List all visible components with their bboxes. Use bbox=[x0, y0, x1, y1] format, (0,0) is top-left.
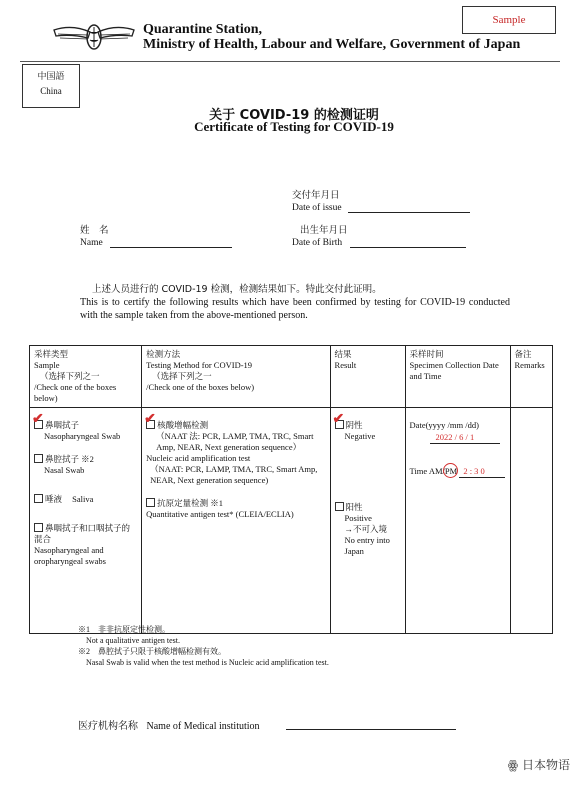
sample-stamp: Sample bbox=[462, 6, 556, 34]
date-value: 2022 / 6 / 1 bbox=[435, 432, 475, 442]
sample-en: Saliva bbox=[72, 494, 94, 504]
date-field[interactable] bbox=[430, 432, 500, 444]
method-cn: 核酸增幅检测 bbox=[157, 420, 209, 430]
org-line1: Quarantine Station, bbox=[143, 22, 263, 37]
note2-en: Nasal Swab is valid when the test method is Nucleic acid amplification test. bbox=[86, 658, 329, 667]
institution-cn: 医疗机构名称 bbox=[78, 721, 138, 732]
issue-date-field[interactable] bbox=[348, 212, 470, 213]
header-sample-cn: 采样类型 bbox=[34, 349, 69, 359]
table-header-row bbox=[30, 346, 553, 408]
header-sample-en: Sample bbox=[34, 360, 60, 370]
header-sample-note-en: /Check one of the boxes below) bbox=[34, 382, 117, 403]
header-remarks-en: Remarks bbox=[514, 360, 545, 370]
language-cn: 中国語 bbox=[37, 72, 65, 82]
issue-date-label bbox=[292, 190, 342, 214]
org-line2: Ministry of Health, Labour and Welfare, Government of Japan bbox=[143, 37, 521, 52]
issue-date-cn: 交付年月日 bbox=[292, 190, 340, 201]
footnotes bbox=[78, 624, 329, 668]
result-option-positive[interactable] bbox=[335, 502, 401, 557]
result-cn: 阴性 bbox=[345, 420, 363, 430]
name-en: Name bbox=[80, 238, 103, 248]
sample-en: Nasopharyngeal Swab bbox=[44, 431, 121, 441]
time-label: Time AM/PM bbox=[409, 466, 458, 476]
institution-label bbox=[78, 717, 260, 732]
table-body-row bbox=[30, 408, 553, 634]
header-sample bbox=[30, 346, 142, 408]
note2-cn: ※2 鼻腔拭子只限于核酸增幅检测有效。 bbox=[78, 647, 226, 656]
method-en: Quantitative antigen test* (CLEIA/ECLIA) bbox=[146, 509, 294, 519]
sample-cn: 鼻咽拭子 bbox=[45, 420, 80, 430]
note1-en: Not a qualitative antigen test. bbox=[86, 636, 180, 645]
checkbox-positive[interactable] bbox=[335, 502, 344, 511]
title-cn: 关于 COVID-19 的检测证明 bbox=[209, 108, 379, 123]
name-cn: 姓 名 bbox=[80, 225, 109, 236]
title-en: Certificate of Testing for COVID-19 bbox=[194, 119, 394, 134]
birth-date-label bbox=[292, 225, 348, 249]
remarks-cell[interactable] bbox=[510, 408, 552, 634]
quarantine-logo-icon bbox=[52, 20, 136, 54]
result-en: Positive bbox=[344, 513, 372, 523]
date-label: Date(yyyy /mm /dd) bbox=[409, 420, 479, 430]
results-table bbox=[29, 345, 553, 634]
time-row bbox=[410, 466, 506, 478]
sample-cell bbox=[30, 408, 142, 634]
method-detail-en: （NAAT: PCR, LAMP, TMA, TRC, Smart Amp, NEAR, Next generation sequence) bbox=[150, 464, 318, 485]
header-method bbox=[142, 346, 330, 408]
sample-option-mixed[interactable] bbox=[34, 523, 137, 567]
sample-cn: 唾液 bbox=[45, 494, 63, 504]
checkbox-nasal[interactable] bbox=[34, 454, 43, 463]
header-remarks bbox=[510, 346, 552, 408]
sample-cn: 鼻咽拭子和口咽拭子的混合 bbox=[34, 523, 131, 544]
issue-date-en: Date of issue bbox=[292, 203, 342, 213]
sample-option-nasopharyngeal[interactable] bbox=[32, 412, 137, 442]
note1-cn: ※1 非非抗原定性检测。 bbox=[78, 625, 170, 634]
check-mark-icon: ✔ bbox=[144, 412, 156, 427]
header-result bbox=[330, 346, 405, 408]
header-method-note-cn: （选择下列之一 bbox=[152, 371, 212, 381]
check-mark-icon: ✔ bbox=[332, 412, 345, 427]
name-field[interactable] bbox=[110, 247, 232, 248]
header-time-cn: 采样时间 bbox=[409, 349, 444, 359]
header-time bbox=[405, 346, 510, 408]
sample-en: Nasopharyngeal and oropharyngeal swabs bbox=[34, 545, 106, 566]
birth-date-cn: 出生年月日 bbox=[300, 225, 348, 236]
header-method-cn: 检测方法 bbox=[146, 349, 181, 359]
statement-en: This is to certify the following results which have been confirmed by testing for COVID-19 conducted with the sample taken from the above-mentioned person. bbox=[80, 297, 510, 321]
header-result-en: Result bbox=[334, 360, 357, 370]
time-value[interactable]: 2 : 3 0 bbox=[459, 466, 505, 478]
result-no-entry-cn: →不可入境 bbox=[344, 524, 388, 534]
birth-date-field[interactable] bbox=[350, 247, 466, 248]
pm-circle bbox=[443, 463, 458, 478]
result-cell bbox=[330, 408, 405, 634]
result-no-entry-en: No entry into Japan bbox=[344, 535, 390, 556]
method-option-antigen[interactable] bbox=[146, 498, 325, 520]
statement-cn: 上述人员进行的 COVID-19 检测，检测结果如下。特此交付此证明。 bbox=[92, 284, 382, 295]
language-en: China bbox=[40, 86, 62, 96]
result-cn: 阳性 bbox=[345, 502, 363, 512]
method-en: Nucleic acid amplification test bbox=[146, 453, 251, 463]
sample-option-saliva[interactable] bbox=[34, 494, 137, 505]
method-cell bbox=[142, 408, 330, 634]
institution-field[interactable] bbox=[286, 729, 456, 730]
birth-date-en: Date of Birth bbox=[292, 238, 343, 248]
language-box bbox=[22, 64, 80, 108]
result-en: Negative bbox=[344, 431, 376, 441]
method-cn: 抗原定量检测 ※1 bbox=[157, 498, 224, 508]
header-remarks-cn: 备注 bbox=[514, 349, 532, 359]
method-detail-cn: （NAAT 法: PCR, LAMP, TMA, TRC, Smart Amp, NEAR, Next generation sequence） bbox=[156, 431, 314, 452]
header-sample-note-cn: （选择下列之一 bbox=[40, 371, 100, 381]
watermark bbox=[508, 756, 570, 773]
checkbox-antigen[interactable] bbox=[146, 498, 155, 507]
header-divider bbox=[20, 61, 560, 62]
institution-en: Name of Medical institution bbox=[146, 721, 260, 732]
name-label bbox=[80, 225, 109, 249]
sample-option-nasal[interactable] bbox=[34, 454, 137, 476]
sample-cn: 鼻腔拭子 ※2 bbox=[45, 454, 94, 464]
sample-en: Nasal Swab bbox=[44, 465, 85, 475]
header-method-en: Testing Method for COVID-19 bbox=[146, 360, 253, 370]
checkbox-saliva[interactable] bbox=[34, 494, 43, 503]
header-method-note-en: /Check one of the boxes below) bbox=[146, 382, 255, 392]
wechat-icon: ꙮ bbox=[507, 758, 519, 772]
collection-cell bbox=[405, 408, 510, 634]
watermark-text: 日本物语 bbox=[521, 758, 570, 772]
result-option-negative[interactable] bbox=[332, 412, 401, 442]
header-result-cn: 结果 bbox=[334, 349, 352, 359]
method-option-naat[interactable] bbox=[144, 412, 325, 486]
check-mark-icon: ✔ bbox=[32, 412, 44, 427]
header-time-en: Specimen Collection Date and Time bbox=[409, 360, 499, 381]
checkbox-mixed[interactable] bbox=[34, 523, 43, 532]
statement bbox=[80, 283, 510, 322]
